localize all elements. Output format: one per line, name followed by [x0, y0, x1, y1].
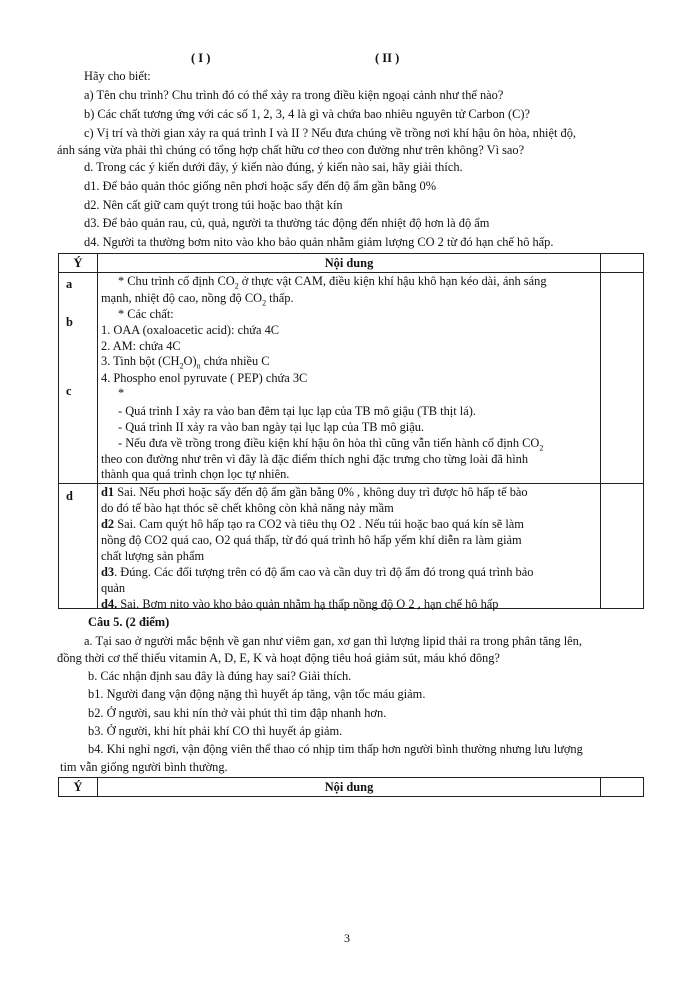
answer-d3-line1: d3. Đúng. Các đối tượng trên có độ ẩm cao và cần duy trì độ ẩm đó trong quá trình bảo	[101, 565, 534, 579]
cau5-b4-line1: b4. Khi nghỉ ngơi, vận động viên thể thao có nhịp tim thấp hơn người bình thường nhưng lưu lượng	[88, 742, 583, 756]
cau5-b2: b2. Ở người, sau khi nín thở vài phút thì tim đập nhanh hơn.	[88, 706, 387, 720]
answer-table-2	[58, 777, 644, 797]
table2-header-y: Ý	[59, 778, 98, 797]
cau5-a-line2: đồng thời cơ thể thiếu vitamin A, D, E, K và hoạt động tiêu hoá giảm sút, máu khó đông?	[57, 651, 500, 665]
answer-d2-line3: chất lượng sản phẩm	[101, 549, 205, 563]
label-ii: ( II )	[375, 51, 400, 65]
answer-b-item4: 4. Phospho enol pyruvate ( PEP) chứa 3C	[101, 371, 308, 385]
label-i: ( I )	[191, 51, 211, 65]
answer-c-line3: - Nếu đưa về trồng trong điều kiện khí hậu ôn hòa thì cũng vẫn tiến hành cố định $CO_2$	[118, 436, 544, 453]
answer-c-line4: theo con đường như trên vì đây là đặc điểm thích nghi đặc trưng cho từng loài đã hình	[101, 452, 529, 466]
question-d4: d4. Người ta thường bơm nito vào kho bảo quản nhằm giảm lượng CO 2 từ đó hạn chế hô hấp.	[84, 235, 554, 249]
table1-header-y: Ý	[59, 254, 98, 273]
cau5-a-line1: a. Tại sao ở người mắc bệnh về gan như viêm gan, xơ gan thì lượng lipid thải ra trong phân tăng lên,	[84, 634, 582, 648]
cau5-b4-line2: tim vẫn giống người bình thường.	[60, 760, 228, 774]
row-label-c: c	[66, 384, 72, 398]
answer-c-marker: *	[118, 386, 125, 400]
cau5-b1: b1. Người đang vận động nặng thì huyết áp tăng, vận tốc máu giảm.	[88, 687, 426, 701]
question-d: d. Trong các ý kiến dưới đây, ý kiến nào đúng, ý kiến nào sai, hãy giải thích.	[84, 160, 463, 174]
answer-a-line1: * Chu trình cố định $CO_2$ ở thực vật CAM, điều kiện khí hậu khô hạn kéo dài, ánh sáng	[118, 274, 547, 291]
row-label-d: d	[66, 489, 73, 503]
answer-a-line2: mạnh, nhiệt độ cao, nồng độ $CO_2$ thấp.	[101, 291, 294, 308]
table1-label-col-d	[59, 484, 98, 609]
row-label-b: b	[66, 315, 73, 329]
answer-c-line5: thành qua quá trình chọn lọc tự nhiên.	[101, 467, 290, 481]
answer-d3-line2: quản	[101, 581, 126, 595]
answer-d2-line2: nồng độ CO2 quá cao, O2 quá thấp, từ đó quá trình hô hấp yếm khí diễn ra làm giảm	[101, 533, 522, 547]
page-number: 3	[344, 931, 350, 945]
answer-d2-line1: d2 Sai. Cam quýt hô hấp tạo ra CO2 và tiêu thụ O2 . Nếu túi hoặc bao quá kín sẽ làm	[101, 517, 524, 531]
question-a: a) Tên chu trình? Chu trình đó có thể xảy ra trong điều kiện ngoại cảnh như thế nào?	[84, 88, 504, 102]
question-d2: d2. Nên cất giữ cam quýt trong túi hoặc bao thật kín	[84, 198, 343, 212]
answer-b-item3: 3. Tinh bột $(CH_2O)_n$ chứa nhiều C	[101, 354, 270, 371]
answer-d1-line1: d1 Sai. Nếu phơi hoặc sấy đến độ ẩm gần bằng 0% , không duy trì được hô hấp tế bào	[101, 485, 528, 499]
answer-c-line2: - Quá trình II xảy ra vào ban ngày tại lục lạp của TB mô giậu.	[118, 420, 424, 434]
cau5-b3: b3. Ở người, khi hít phải khí CO thì huyết áp giảm.	[88, 724, 343, 738]
question-prompt: Hãy cho biết:	[84, 69, 151, 83]
question-d1: d1. Để bảo quản thóc giống nên phơi hoặc sấy đến độ ẩm gần bằng 0%	[84, 179, 437, 193]
answer-d1-line2: do đó tế bào hạt thóc sẽ chết không còn khả năng nảy mầm	[101, 501, 394, 515]
answer-c-line1: - Quá trình I xảy ra vào ban đêm tại lục lạp của TB mô giậu (TB thịt lá).	[118, 404, 476, 418]
question-b: b) Các chất tương ứng với các số 1, 2, 3, 4 là gì và chứa bao nhiêu nguyên tử Carbon (C)?	[84, 107, 530, 121]
answer-b-item1: 1. OAA (oxaloacetic acid): chứa 4C	[101, 323, 280, 337]
section-title-cau5: Câu 5. (2 điểm)	[88, 615, 170, 629]
answer-b-heading: * Các chất:	[118, 307, 174, 321]
cau5-b: b. Các nhận định sau đây là đúng hay sai? Giải thích.	[88, 669, 352, 683]
answer-d4-line1: d4. Sai. Bơm nito vào kho bảo quản nhằm hạ thấp nồng độ O 2 , hạn chế hô hấp	[101, 597, 499, 611]
row-label-a: a	[66, 277, 73, 291]
question-c-line2: ánh sáng vừa phải thì chúng có tổng hợp chất hữu cơ theo con đường như trên không? Vì sao?	[57, 143, 525, 157]
table2-header-content: Nội dung	[98, 778, 601, 797]
table1-label-col-abc	[59, 273, 98, 484]
answer-b-item2: 2. AM: chứa 4C	[101, 339, 181, 353]
question-d3: d3. Để bảo quản rau, củ, quả, người ta thường tác động đến nhiệt độ hơn là độ ẩm	[84, 216, 490, 230]
question-c-line1: c) Vị trí và thời gian xảy ra quá trình I và II ? Nếu đưa chúng về trồng nơi khí hậu ôn hòa, nhiệt độ,	[84, 126, 577, 140]
table1-header-content: Nội dung	[98, 254, 601, 273]
